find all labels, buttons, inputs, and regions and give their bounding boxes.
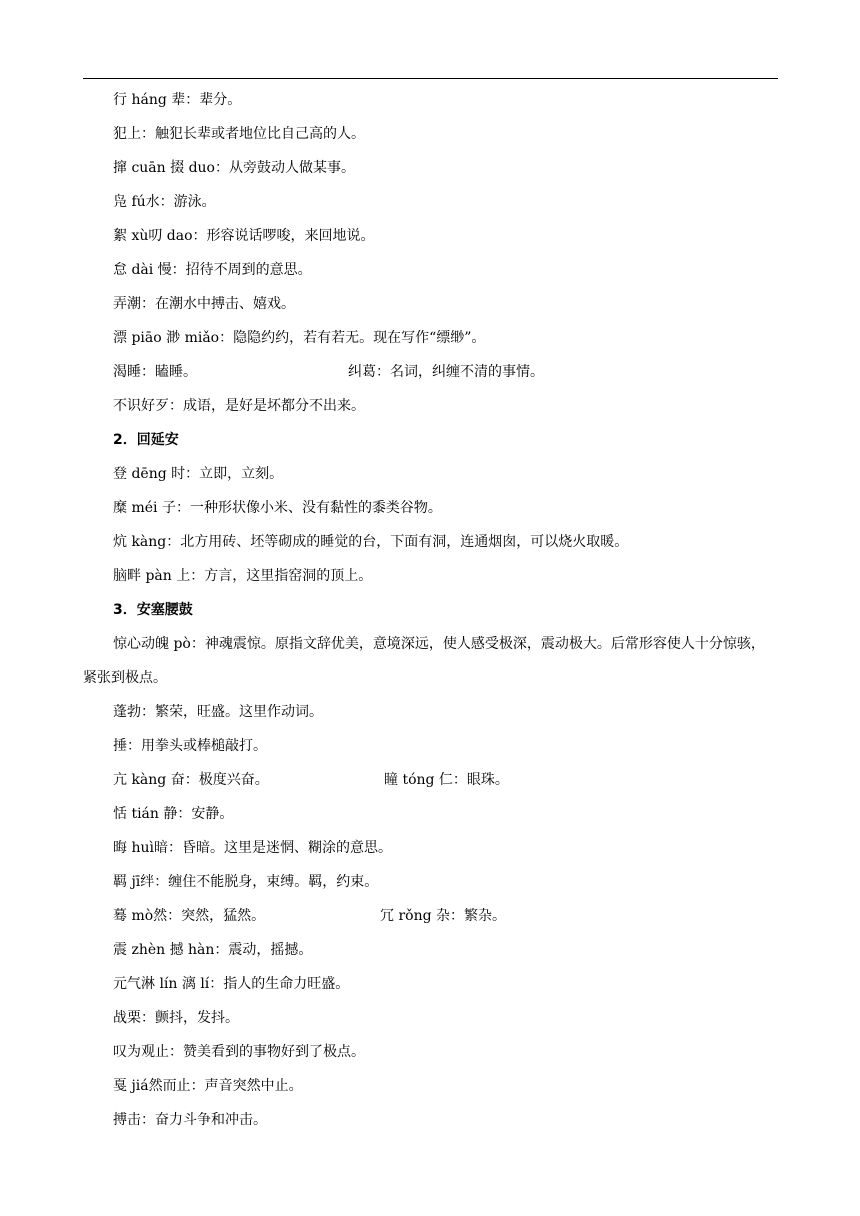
entry-bo-ji: 搏击：奋力斗争和冲击。 [113, 1112, 267, 1128]
entry-jing-xin-dong-po: 惊心动魄 pò：神魂震惊。原指文辞优美，意境深远，使人感受极深，震动极大。后常形容使人十分惊骇，紧张到极点。 [83, 636, 765, 686]
entry-tong-ren: 瞳 tóng 仁：眼珠。 [384, 772, 509, 788]
entry-peng-bo: 蓬勃：繁荣，旺盛。这里作动词。 [113, 704, 323, 720]
entry-zhen-han: 震 zhèn 撼 hàn：震动，摇撼。 [113, 942, 313, 958]
entry-kang-fen: 亢 kàng 奋：极度兴奋。 [113, 772, 269, 788]
entry-row-mo-ran [83, 899, 778, 933]
entry-deng-shi: 登 dēng 时：立即，立刻。 [113, 466, 284, 482]
entry-rong-za: 冗 rǒng 杂：繁杂。 [380, 908, 506, 924]
section-heading-hui-yan-an: 2．回延安 [113, 432, 179, 448]
entry-fan-shang: 犯上：触犯长辈或者地位比自己高的人。 [113, 126, 365, 142]
entry-hang-bei: 行 háng 辈：辈分。 [113, 92, 242, 108]
entry-cuan-duo: 撺 cuān 掇 duo：从旁鼓动人做某事。 [113, 160, 355, 176]
entry-chui: 捶：用拳头或棒槌敲打。 [113, 738, 267, 754]
entry-bu-shi-hao-dai: 不识好歹：成语，是好是坏都分不出来。 [113, 398, 365, 414]
entry-fu-shui: 凫 fú水：游泳。 [113, 194, 216, 210]
entry-tian-jing: 恬 tián 静：安静。 [113, 806, 234, 822]
entry-xu-dao: 絮 xù叨 dao：形容说话啰唆，来回地说。 [113, 228, 375, 244]
entry-jia-ran: 戛 jiá然而止：声音突然中止。 [113, 1078, 303, 1094]
entry-piao-miao: 漂 piāo 渺 miǎo：隐隐约约，若有若无。现在写作“缥缈”。 [113, 330, 486, 346]
entry-row-kang-fen [83, 763, 778, 797]
entry-dai-man: 怠 dài 慢：招待不周到的意思。 [113, 262, 312, 278]
entry-mo-ran: 蓦 mò然：突然，猛然。 [113, 908, 266, 924]
entry-kang: 炕 kàng：北方用砖、坯等砌成的睡觉的台，下面有洞，连通烟囱，可以烧火取暖。 [113, 534, 629, 550]
document-body [83, 83, 778, 1137]
entry-row-ke-shui [83, 355, 778, 389]
entry-jiu-ge: 纠葛：名词，纠缠不清的事情。 [348, 364, 544, 380]
entry-ji-ban: 羁 jī绊：缠住不能脱身，束缚。羁，约束。 [113, 874, 379, 890]
entry-nao-pan: 脑畔 pàn 上：方言，这里指窑洞的顶上。 [113, 568, 373, 584]
entry-mei-zi: 糜 méi 子：一种形状像小米、没有黏性的黍类谷物。 [113, 500, 442, 516]
entry-hui-an: 晦 huì暗：昏暗。这里是迷惘、糊涂的意思。 [113, 840, 392, 856]
entry-ke-shui: 渴睡：瞌睡。 [113, 364, 197, 380]
entry-zhan-li: 战栗：颤抖，发抖。 [113, 1010, 239, 1026]
entry-yuan-qi: 元气淋 lín 漓 lí：指人的生命力旺盛。 [113, 976, 350, 992]
entry-nong-chao: 弄潮：在潮水中搏击、嬉戏。 [113, 296, 295, 312]
section-heading-an-sai-yao-gu: 3．安塞腰鼓 [113, 602, 193, 618]
entry-tan-wei-guan-zhi: 叹为观止：赞美看到的事物好到了极点。 [113, 1044, 365, 1060]
header-rule [83, 78, 778, 79]
